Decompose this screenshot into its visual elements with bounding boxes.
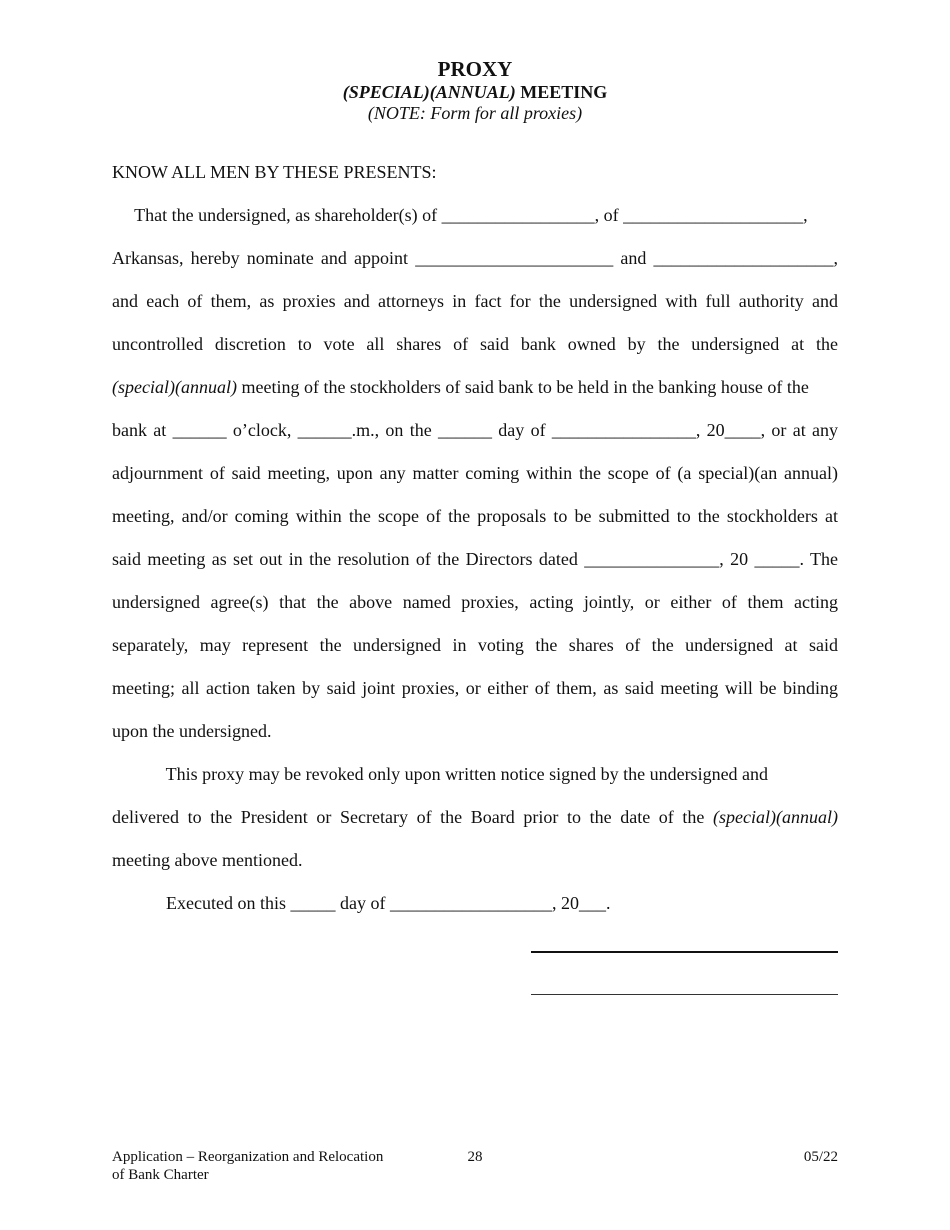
meeting-type-italic: (special)(annual) xyxy=(112,377,237,397)
document-title: PROXY xyxy=(437,57,513,81)
form-note: (NOTE: Form for all proxies) xyxy=(367,103,583,123)
body-line-11: separately, may represent the undersigned in voting the shares of the undersigned at said xyxy=(112,635,838,655)
body-line-4: uncontrolled discretion to vote all shares of said bank owned by the undersigned at the xyxy=(112,334,838,354)
footer-title xyxy=(112,1148,412,1184)
revision-date: 05/22 xyxy=(803,1149,838,1165)
page-number: 28 xyxy=(467,1149,483,1165)
footer-title-line-1: Application – Reorganization and Relocation xyxy=(112,1149,384,1165)
signature-line-2[interactable] xyxy=(531,994,838,995)
body-line-5-text: meeting of the stockholders of said bank to be held in the banking house of the xyxy=(236,377,809,397)
signature-line-1[interactable] xyxy=(531,951,838,953)
revocation-line-3: meeting above mentioned. xyxy=(112,850,303,870)
subtitle-meeting: MEETING xyxy=(515,82,608,102)
body-line-3: and each of them, as proxies and attorneys in fact for the undersigned with full authority and xyxy=(112,291,838,311)
subtitle-meeting-type: (SPECIAL)(ANNUAL) xyxy=(342,82,516,102)
document-subtitle xyxy=(0,81,950,103)
revocation-line-2 xyxy=(112,806,838,828)
body-line-7: adjournment of said meeting, upon any matter coming within the scope of (a special)(an annual) xyxy=(112,463,838,483)
meeting-type-italic-2: (special)(annual) xyxy=(713,807,838,827)
body-line-1: That the undersigned, as shareholder(s) of _________________, of ____________________, xyxy=(112,205,808,225)
body-line-5 xyxy=(112,376,838,398)
body-line-2: Arkansas, hereby nominate and appoint ______________________ and ____________________, xyxy=(112,248,838,268)
revocation-line-2-text: delivered to the President or Secretary of the Board prior to the date of the xyxy=(112,807,705,827)
footer-title-line-2: of Bank Charter xyxy=(112,1167,209,1183)
body-line-10: undersigned agree(s) that the above named proxies, acting jointly, or either of them acting xyxy=(112,592,838,612)
body-line-9: said meeting as set out in the resolution of the Directors dated _______________, 20 _____. The xyxy=(112,549,838,569)
body-line-6: bank at ______ o’clock, ______.m., on the ______ day of ________________, 20____, or at any xyxy=(112,420,838,440)
revocation-line-1: This proxy may be revoked only upon written notice signed by the undersigned and xyxy=(112,764,769,784)
executed-line: Executed on this _____ day of __________________, 20___. xyxy=(112,893,611,913)
preamble: KNOW ALL MEN BY THESE PRESENTS: xyxy=(112,162,437,182)
body-line-12: meeting; all action taken by said joint proxies, or either of them, as said meeting will be binding xyxy=(112,678,838,698)
body-line-13: upon the undersigned. xyxy=(112,721,272,741)
body-line-8: meeting, and/or coming within the scope of the proposals to be submitted to the stockholders at xyxy=(112,506,838,526)
